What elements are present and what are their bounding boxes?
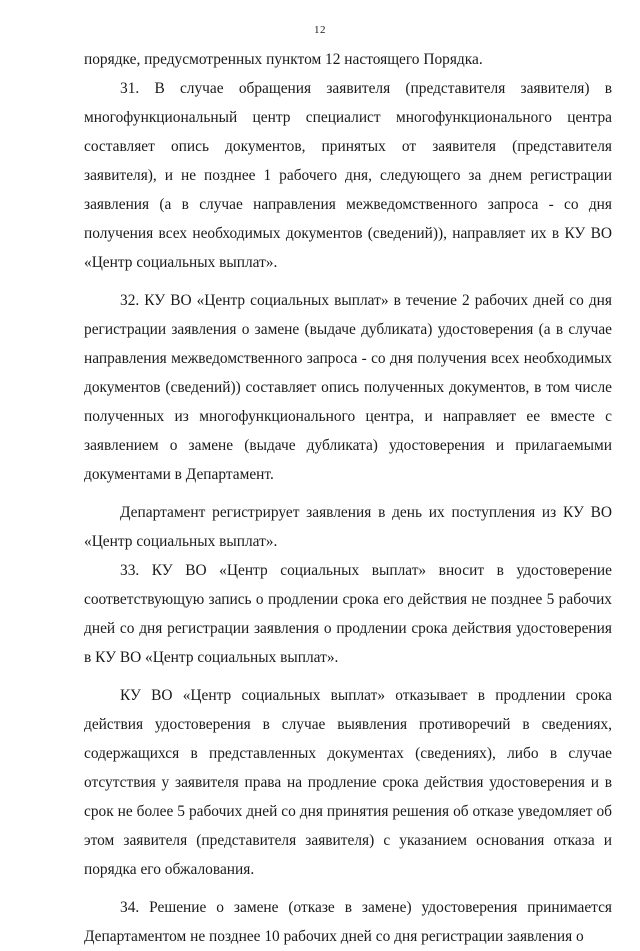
paragraph-item-32: 32. КУ ВО «Центр социальных выплат» в течение 2 рабочих дней со дня регистрации заявления о замене (выдаче дубликата) удостоверения (а в случае направления межведомственного запроса - со дня получения всех необходимых документов (сведений)) составляет опись полученных документов, в том числе полученных из многофункционального центра, и направляет ее вместе с заявлением о замене (выдаче дубликата) удостоверения и прилагаемыми документами в Департамент.	[84, 292, 612, 483]
paragraph-item-31: 31. В случае обращения заявителя (представителя заявителя) в многофункциональный центр специалист многофункционального центра составляет опись документов, принятых от заявителя (представителя заявителя), и не позднее 1 рабочего дня, следующего за днем регистрации заявления (а в случае направления межведомственного запроса - со дня получения всех необходимых документов (сведений)), направляет их в КУ ВО «Центр социальных выплат».	[84, 80, 612, 271]
document-body	[84, 45, 612, 951]
paragraph-item-34: 34. Решение о замене (отказе в замене) удостоверения принимается Департаментом не позднее 10 рабочих дней со дня регистрации заявления о	[84, 899, 612, 945]
paragraph-continuation: порядке, предусмотренных пунктом 12 настоящего Порядка.	[84, 51, 483, 68]
paragraph-refusal-extension: КУ ВО «Центр социальных выплат» отказывает в продлении срока действия удостоверения в случае выявления противоречий в сведениях, содержащихся в представленных документах (сведениях), либо в случае отсутствия у заявителя права на продление срока действия удостоверения и в срок не более 5 рабочих дней со дня принятия решения об отказе уведомляет об этом заявителя (представителя заявителя) с указанием основания отказа и порядка его обжалования.	[84, 687, 612, 878]
paragraph-department-registration: Департамент регистрирует заявления в день их поступления из КУ ВО «Центр социальных выплат».	[84, 504, 612, 550]
page-number: 12	[314, 24, 326, 36]
paragraph-item-33: 33. КУ ВО «Центр социальных выплат» вносит в удостоверение соответствующую запись о продлении срока его действия не позднее 5 рабочих дней со дня регистрации заявления о продлении срока действия удостоверения в КУ ВО «Центр социальных выплат».	[84, 562, 612, 666]
